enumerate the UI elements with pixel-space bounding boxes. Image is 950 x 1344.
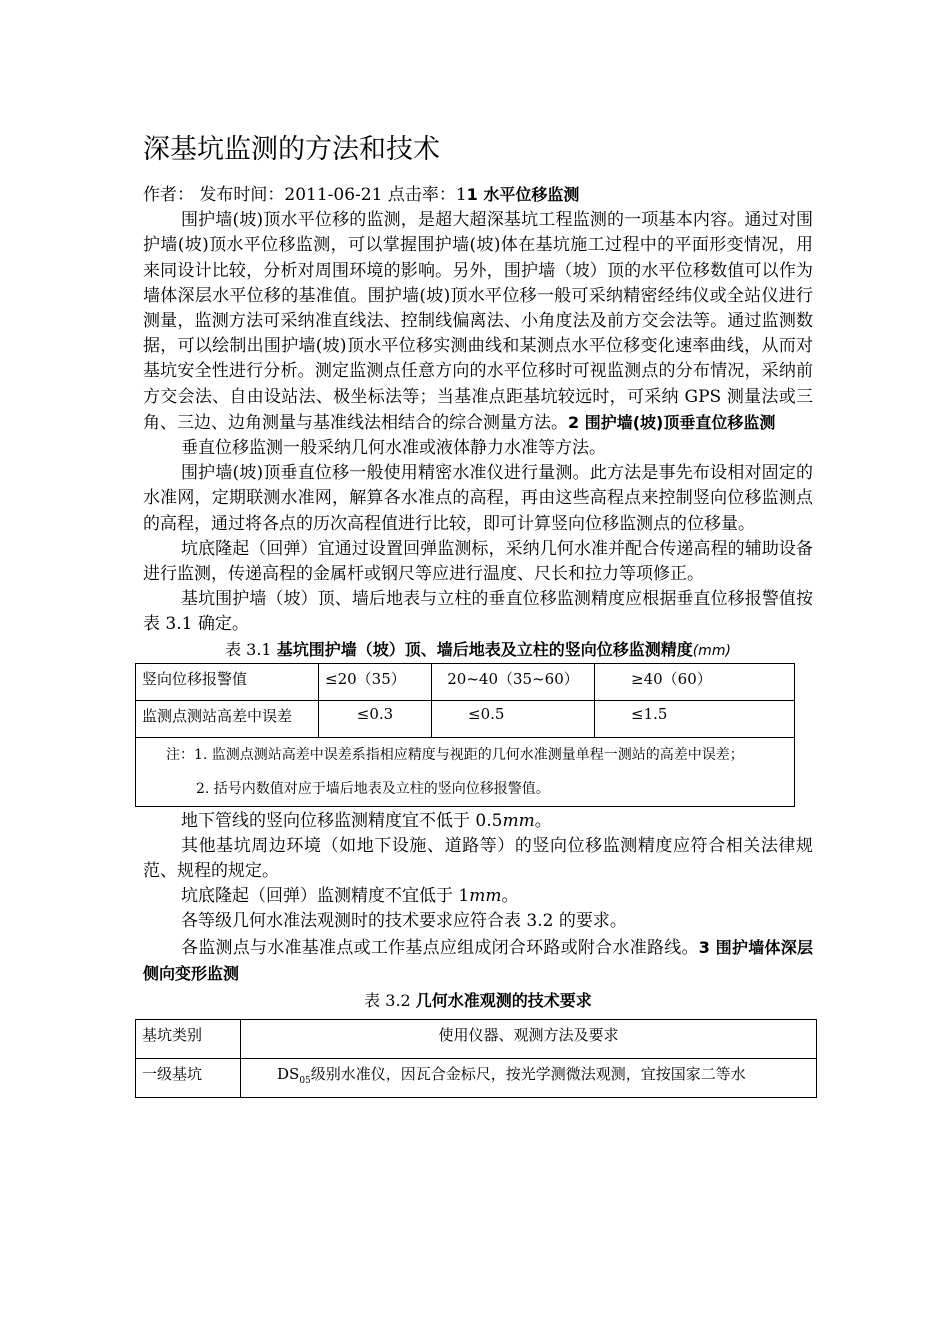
section-heading-2: 2 围护墙(坡)顶垂直位移监测	[568, 412, 776, 432]
table-2	[135, 1019, 817, 1098]
table-row	[136, 737, 795, 806]
table-1	[135, 663, 795, 807]
instrument-code-subscript: 05	[299, 1076, 311, 1087]
unit-mm: mm	[502, 810, 535, 831]
paragraph-8-text: 坑底隆起（回弹）监测精度不宜低于 1	[181, 886, 470, 907]
table-row	[136, 663, 795, 700]
table-cell: ≤1.5	[595, 700, 795, 737]
meta-and-section-1	[143, 182, 813, 208]
paragraph-3: 围护墙(坡)顶垂直位移一般使用精密水准仪进行量测。此方法是事先布设相对固定的水准网，定期联测水准网，解算各水准点的高程，再由这些高程点来控制竖向位移监测点的高程，通过将各点的历次高程值进行比较，即可计算竖向位移监测点的位移量。	[143, 463, 813, 534]
paragraph-10	[143, 935, 813, 987]
table-row	[136, 1020, 817, 1059]
paragraph-9: 各等级几何水准法观测时的技术要求应符合表 3.2 的要求。	[181, 911, 627, 932]
paragraph-5: 基坑围护墙（坡）顶、墙后地表与立柱的垂直位移监测精度应根据垂直位移报警值按表 3.1 确定。	[143, 589, 813, 635]
instrument-code: DS	[277, 1065, 300, 1084]
paragraph-4: 坑底隆起（回弹）宜通过设置回弹监测标，采纳几何水准并配合传递高程的辅助设备进行监测，传递高程的金属杆或钢尺等应进行温度、尺长和拉力等项修正。	[143, 538, 813, 585]
table-1-caption-text: 基坑围护墙（坡）顶、墙后地表及立柱的竖向位移监测精度	[276, 639, 693, 659]
meta-line: 作者： 发布时间：2011-06-21 点击率：1	[143, 185, 467, 205]
table-note-1: 注：1. 监测点测站高差中误差系指相应精度与视距的几何水准测量单程一测站的高差中误差；	[166, 746, 744, 763]
table-cell: ≥40（60）	[595, 663, 795, 700]
table-cell: 20~40（35~60）	[432, 663, 595, 700]
paragraph-6	[143, 809, 813, 834]
instrument-description: 级别水准仪，因瓦合金标尺，按光学测微法观测，宜按国家二等水	[310, 1065, 746, 1084]
paragraph-2: 垂直位移监测一般采纳几何水准或液体静力水准等方法。	[181, 438, 606, 459]
table-cell: 监测点测站高差中误差	[136, 700, 319, 737]
table-cell: 一级基坑	[136, 1059, 241, 1098]
table-header-cell: 使用仪器、观测方法及要求	[241, 1020, 817, 1059]
table-cell: ≤0.3	[319, 700, 432, 737]
table-cell: ≤20（35）	[319, 663, 432, 700]
section-heading-3: 3 围护墙体深层侧向变形监测	[143, 937, 813, 983]
paragraph-1-text: 围护墙(坡)顶水平位移的监测，是超大超深基坑工程监测的一项基本内容。通过对围护墙(坡)顶水平位移监测，可以掌握围护墙(坡)体在基坑施工过程中的平面形变情况，用来同设计比较，分析对周围环境的影响。另外，围护墙（坡）顶的水平位移数值可以作为墙体深层水平位移的基准值。围护墙(坡)顶水平位移一般可采纳精密经纬仪或全站仪进行测量，监测方法可采纳准直线法、控制线偏离法、小角度法及前方交会法等。通过监测数据，可以绘制出围护墙(坡)顶水平位移实测曲线和某测点水平位移变化速率曲线，从而对基坑安全性进行分析。测定监测点任意方向的水平位移时可视监测点的分布情况，采纳前方交会法、自由设站法、极坐标法等；当基准点距基坑较远时，可采纳 GPS 测量法或三角、三边、边角测量与基准线法相结合的综合测量方法。	[143, 210, 813, 433]
page-title: 深基坑监测的方法和技术	[143, 134, 440, 165]
table-2-caption-text: 几何水准观测的技术要求	[415, 991, 592, 1011]
paragraph-8-end: 。	[501, 886, 519, 907]
paragraph-6-text: 地下管线的竖向位移监测精度宜不低于 0.5	[181, 810, 503, 831]
paragraph-7: 其他基坑周边环境（如地下设施、道路等）的竖向位移监测精度应符合相关法律规范、规程的规定。	[143, 835, 813, 882]
paragraph-6-end: 。	[534, 810, 552, 831]
table-note-2: 2. 括号内数值对应于墙后地表及立柱的竖向位移报警值。	[196, 780, 550, 797]
table-row	[136, 1059, 817, 1098]
table-1-notes	[136, 737, 795, 806]
table-1-caption	[143, 638, 813, 663]
section-heading-1: 1 水平位移监测	[466, 185, 580, 204]
table-2-caption	[143, 989, 813, 1013]
table-1-caption-number: 表 3.1	[225, 639, 277, 659]
paragraph-10-text: 各监测点与水准基准点或工作基点应组成闭合环路或附合水准路线。	[181, 937, 699, 958]
table-cell: 竖向位移报警值	[136, 663, 319, 700]
table-cell	[241, 1059, 817, 1098]
table-header-cell: 基坑类别	[136, 1020, 241, 1059]
table-1-caption-unit: (mm)	[692, 642, 731, 659]
table-row	[136, 700, 795, 737]
table-2-caption-number: 表 3.2	[364, 991, 416, 1011]
document-content	[143, 130, 813, 1098]
unit-mm: mm	[469, 886, 502, 907]
paragraph-8	[143, 884, 813, 909]
paragraph-1	[143, 208, 813, 436]
table-cell: ≤0.5	[432, 700, 595, 737]
